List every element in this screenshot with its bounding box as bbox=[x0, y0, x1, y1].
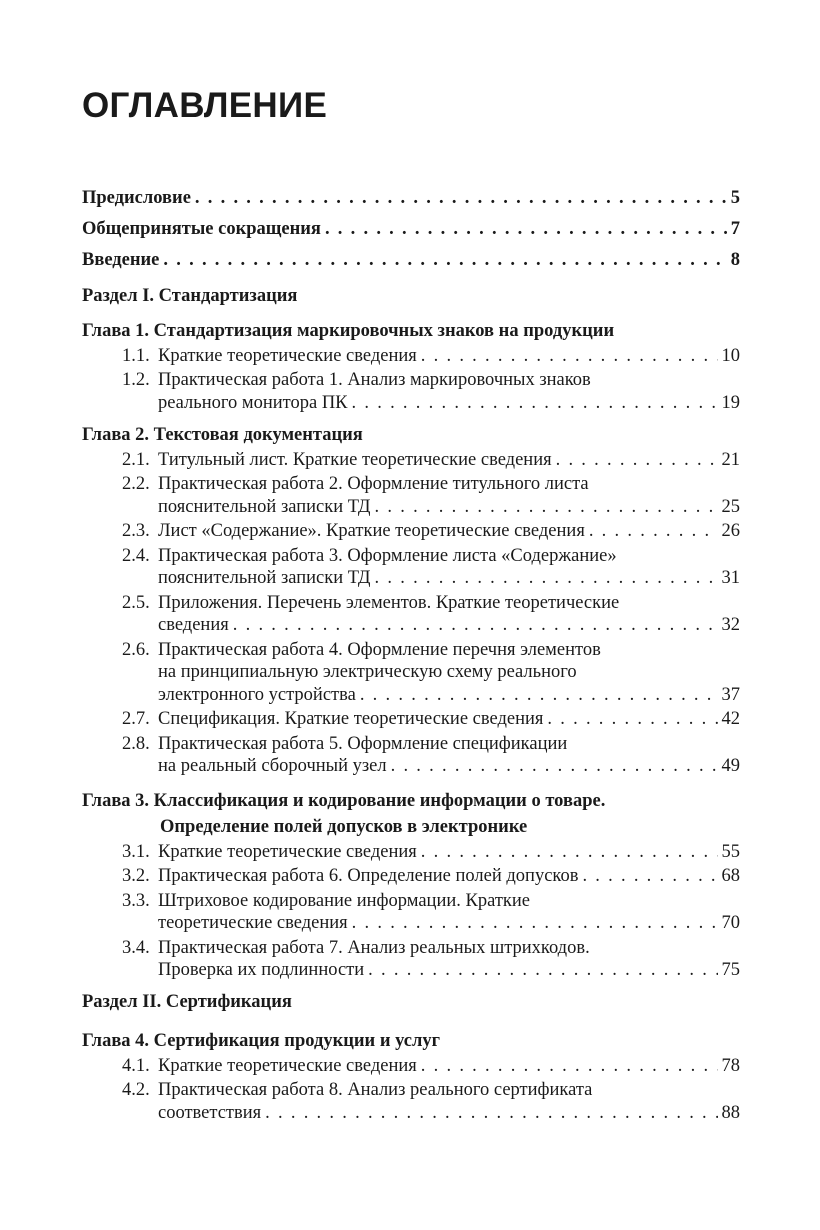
leader-line bbox=[158, 912, 740, 935]
item-number: 2.8. bbox=[122, 733, 150, 754]
section-heading-text: Раздел II. Сертификация bbox=[82, 992, 292, 1012]
leader-line bbox=[158, 755, 740, 778]
item-number: 2.6. bbox=[122, 639, 150, 660]
item-number: 3.3. bbox=[122, 890, 150, 911]
item-number: 2.1. bbox=[122, 449, 150, 470]
entry-title: Краткие теоретические сведения bbox=[158, 841, 417, 862]
page-number: 49 bbox=[721, 756, 740, 776]
toc-item-line-text: Приложения. Перечень элементов. Краткие теоретические bbox=[158, 592, 620, 613]
leader-line bbox=[158, 449, 740, 472]
page-number: 42 bbox=[721, 709, 740, 729]
page-number: 88 bbox=[721, 1102, 740, 1123]
leader-line bbox=[158, 614, 740, 637]
leader-line bbox=[158, 1055, 740, 1078]
toc-item-line-text: Практическая работа 3. Оформление листа «Содержание» bbox=[158, 545, 617, 566]
dot-leader bbox=[265, 1102, 717, 1125]
toc-item-line-text: Практическая работа 8. Анализ реального сертификата bbox=[158, 1080, 593, 1100]
dot-leader bbox=[421, 841, 718, 864]
page-number: 8 bbox=[730, 250, 740, 270]
leader-line bbox=[158, 520, 740, 543]
leader-line bbox=[158, 392, 740, 415]
leader-line bbox=[158, 345, 740, 368]
entry-title: теоретические сведения bbox=[158, 913, 348, 933]
entry-title: Введение bbox=[82, 250, 160, 270]
leader-line bbox=[158, 684, 740, 707]
page-number: 31 bbox=[721, 568, 740, 588]
section-heading-text: Раздел I. Стандартизация bbox=[82, 286, 298, 306]
chapter-heading-text: Определение полей допусков в электронике bbox=[160, 817, 528, 837]
dot-leader bbox=[582, 865, 717, 888]
page-number: 5 bbox=[730, 188, 740, 208]
toc-item-line-text: Практическая работа 1. Анализ маркировочных знаков bbox=[158, 370, 591, 390]
item-number: 1.1. bbox=[122, 345, 150, 366]
entry-title: Краткие теоретические сведения bbox=[158, 345, 417, 366]
page-number: 26 bbox=[721, 521, 740, 541]
item-number: 2.3. bbox=[122, 521, 150, 541]
leader-line bbox=[158, 567, 740, 590]
entry-title: Предисловие bbox=[82, 188, 191, 208]
chapter-heading-text: Глава 2. Текстовая документация bbox=[82, 425, 363, 445]
chapter-heading-text: Глава 3. Классификация и кодирование информации о товаре. bbox=[82, 791, 606, 811]
entry-title: сведения bbox=[158, 615, 229, 635]
page-number: 78 bbox=[721, 1055, 740, 1076]
dot-leader bbox=[360, 684, 718, 707]
dot-leader bbox=[163, 249, 726, 272]
leader-line bbox=[158, 708, 740, 731]
item-number: 4.1. bbox=[122, 1055, 150, 1076]
dot-leader bbox=[421, 345, 718, 368]
item-number: 2.7. bbox=[122, 709, 150, 729]
toc-item-line-text: Практическая работа 4. Оформление перечня элементов bbox=[158, 639, 601, 660]
entry-title: пояснительной записки ТД bbox=[158, 496, 371, 517]
entry-title: Титульный лист. Краткие теоретические сведения bbox=[158, 449, 552, 470]
page-number: 37 bbox=[721, 684, 740, 705]
chapter-heading-text: Глава 1. Стандартизация маркировочных знаков на продукции bbox=[82, 321, 615, 341]
page-number: 55 bbox=[721, 841, 740, 862]
toc-item-line-text: Практическая работа 5. Оформление спецификации bbox=[158, 733, 568, 754]
leader-line bbox=[82, 187, 740, 210]
item-number: 4.2. bbox=[122, 1080, 150, 1100]
dot-leader bbox=[589, 520, 718, 543]
chapter-heading-text: Глава 4. Сертификация продукции и услуг bbox=[82, 1031, 441, 1051]
dot-leader bbox=[352, 392, 718, 415]
entry-title: Спецификация. Краткие теоретические сведения bbox=[158, 709, 544, 729]
page-number: 21 bbox=[721, 449, 740, 470]
dot-leader bbox=[421, 1055, 718, 1078]
dot-leader bbox=[547, 708, 717, 731]
entry-title: Практическая работа 6. Определение полей допусков bbox=[158, 866, 579, 886]
dot-leader bbox=[375, 496, 718, 519]
leader-line bbox=[158, 865, 740, 888]
dot-leader bbox=[195, 187, 727, 210]
dot-leader bbox=[233, 614, 718, 637]
leader-line bbox=[158, 841, 740, 864]
toc-item-line-text: Практическая работа 7. Анализ реальных штрихкодов. bbox=[158, 937, 590, 958]
entry-title: Лист «Содержание». Краткие теоретические сведения bbox=[158, 521, 585, 541]
entry-title: соответствия bbox=[158, 1102, 262, 1123]
leader-line bbox=[82, 249, 740, 272]
page-number: 10 bbox=[721, 345, 740, 366]
entry-title: электронного устройства bbox=[158, 684, 356, 705]
page-number: 19 bbox=[721, 392, 740, 413]
page-number: 7 bbox=[730, 219, 740, 239]
item-number: 2.5. bbox=[122, 592, 150, 613]
dot-leader bbox=[352, 912, 718, 935]
entry-title: Краткие теоретические сведения bbox=[158, 1055, 417, 1076]
leader-line bbox=[158, 496, 740, 519]
dot-leader bbox=[368, 959, 717, 982]
entry-title: на реальный сборочный узел bbox=[158, 756, 387, 776]
page-title: ОГЛАВЛЕНИЕ bbox=[82, 86, 328, 125]
entry-title: пояснительной записки ТД bbox=[158, 568, 371, 588]
page-number: 68 bbox=[721, 866, 740, 886]
entry-title: реального монитора ПК bbox=[158, 392, 348, 413]
leader-line bbox=[82, 218, 740, 241]
toc-item-line-text: на принципиальную электрическую схему реального bbox=[158, 662, 577, 682]
entry-title: Общепринятые сокращения bbox=[82, 219, 321, 239]
item-number: 3.2. bbox=[122, 866, 150, 886]
entry-title: Проверка их подлинности bbox=[158, 960, 365, 980]
toc-item-line-text: Штриховое кодирование информации. Краткие bbox=[158, 890, 531, 911]
leader-line bbox=[158, 1102, 740, 1125]
item-number: 1.2. bbox=[122, 370, 150, 390]
dot-leader bbox=[556, 449, 718, 472]
leader-line bbox=[158, 959, 740, 982]
dot-leader bbox=[391, 755, 718, 778]
item-number: 3.4. bbox=[122, 937, 150, 958]
toc-item-line-text: Практическая работа 2. Оформление титульного листа bbox=[158, 474, 589, 494]
page-number: 32 bbox=[721, 615, 740, 635]
dot-leader bbox=[375, 567, 718, 590]
item-number: 2.2. bbox=[122, 474, 150, 494]
page-number: 75 bbox=[721, 960, 740, 980]
item-number: 2.4. bbox=[122, 545, 150, 566]
item-number: 3.1. bbox=[122, 841, 150, 862]
dot-leader bbox=[325, 218, 727, 241]
page-number: 70 bbox=[721, 913, 740, 933]
page-number: 25 bbox=[721, 496, 740, 517]
